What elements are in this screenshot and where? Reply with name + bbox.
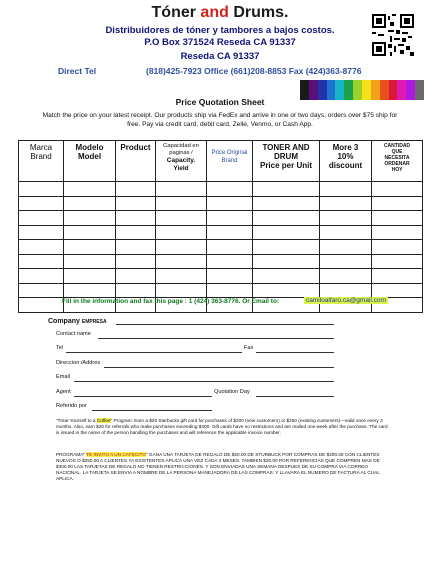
table-row xyxy=(19,283,423,298)
table-cell[interactable] xyxy=(372,211,423,226)
table-cell[interactable] xyxy=(156,254,207,269)
col-price-original-header: Price Original Brand xyxy=(207,141,253,182)
table-cell[interactable] xyxy=(156,182,207,197)
table-cell[interactable] xyxy=(116,283,156,298)
fill-in-instructions: Fill in the information and fax this page : 1 (424) 363-8776. Or Email to: xyxy=(62,298,280,305)
table-row xyxy=(19,240,423,255)
page-title: Price Quotation Sheet xyxy=(175,97,265,107)
table-row xyxy=(19,269,423,284)
table-cell[interactable] xyxy=(19,283,64,298)
table-cell[interactable] xyxy=(372,196,423,211)
city-line: Reseda CA 91337 xyxy=(180,51,260,62)
table-cell[interactable] xyxy=(320,196,372,211)
table-cell[interactable] xyxy=(372,254,423,269)
company-name: Tóner and Drums. xyxy=(151,4,289,21)
referred-by-field[interactable] xyxy=(92,410,212,411)
quotation-table xyxy=(18,140,423,313)
table-cell[interactable] xyxy=(19,298,64,313)
col-model-header: Modelo Model xyxy=(64,141,116,182)
table-header-row xyxy=(19,141,423,182)
col-toner-drum-header: TONER AND DRUM Price per Unit xyxy=(253,141,320,182)
table-cell[interactable] xyxy=(320,211,372,226)
table-cell[interactable] xyxy=(207,225,253,240)
table-cell[interactable] xyxy=(207,269,253,284)
company-field[interactable] xyxy=(116,324,334,325)
table-cell[interactable] xyxy=(320,240,372,255)
table-cell[interactable] xyxy=(64,254,116,269)
email-label: Email xyxy=(56,374,70,380)
table-cell[interactable] xyxy=(320,254,372,269)
table-row xyxy=(19,196,423,211)
table-cell[interactable] xyxy=(116,182,156,197)
table-cell[interactable] xyxy=(116,196,156,211)
address: P.O Box 371524 Reseda CA 91337 xyxy=(144,37,296,48)
contact-email-link[interactable]: camiloalfaro.ca@gmail.com xyxy=(306,297,386,304)
table-cell[interactable] xyxy=(207,240,253,255)
table-cell[interactable] xyxy=(116,211,156,226)
table-row xyxy=(19,225,423,240)
col-capacity-header: Capacidad en paginas / Capacity. Yield xyxy=(156,141,207,182)
fax-field[interactable] xyxy=(256,352,334,353)
table-cell[interactable] xyxy=(156,240,207,255)
contact-name-field[interactable] xyxy=(98,338,334,339)
table-cell[interactable] xyxy=(156,269,207,284)
table-cell[interactable] xyxy=(19,240,64,255)
table-cell[interactable] xyxy=(19,254,64,269)
table-cell[interactable] xyxy=(320,182,372,197)
tagline: Distribuidores de tóner y tambores a bajos costos. xyxy=(105,25,335,36)
table-cell[interactable] xyxy=(253,240,320,255)
table-cell[interactable] xyxy=(253,269,320,284)
table-cell[interactable] xyxy=(116,225,156,240)
table-cell[interactable] xyxy=(64,211,116,226)
table-row xyxy=(19,254,423,269)
table-cell[interactable] xyxy=(116,240,156,255)
table-cell[interactable] xyxy=(64,269,116,284)
agent-field[interactable] xyxy=(74,396,212,397)
table-cell[interactable] xyxy=(116,254,156,269)
table-row xyxy=(19,182,423,197)
table-cell[interactable] xyxy=(320,283,372,298)
table-cell[interactable] xyxy=(156,211,207,226)
table-cell[interactable] xyxy=(372,283,423,298)
table-cell[interactable] xyxy=(320,269,372,284)
table-cell[interactable] xyxy=(207,254,253,269)
table-cell[interactable] xyxy=(19,211,64,226)
table-cell[interactable] xyxy=(19,182,64,197)
phone-numbers: (818)425-7923 Office (661)208-8853 Fax (424)363-8776 xyxy=(146,66,362,76)
intro-text: Match the price on your latest receipt. Our products ship via FedEx and arrive in one or two days; orders over $75 ship for free. Pay via credit card, debit card, Zelle, Venmo, or Cash App. xyxy=(42,112,398,128)
contact-name-label: Contact name xyxy=(56,331,91,337)
col-quantity-header: CANTIDAD QUE NECESITA ORDENAR HOY xyxy=(372,141,423,182)
table-cell[interactable] xyxy=(253,283,320,298)
table-cell[interactable] xyxy=(207,182,253,197)
table-cell[interactable] xyxy=(207,283,253,298)
table-cell[interactable] xyxy=(156,283,207,298)
table-cell[interactable] xyxy=(64,283,116,298)
table-cell[interactable] xyxy=(156,196,207,211)
coffee-program-en: "Treat Yourself to a Coffee" Program: Earn a $20 Starbucks gift card for purchases of $200 (new customers) or $250 (existing customers)—valid once every 3 months. Also, earn $20 for referrals who make purchases exceeding $300. Gift cards have no restrictions and are mailed one week after the purchase. The card is issued in the name of the person handling the purchases and will reference the applicable invoice number. xyxy=(56,418,388,435)
table-cell[interactable] xyxy=(64,240,116,255)
quotation-day-field[interactable] xyxy=(256,396,334,397)
table-cell[interactable] xyxy=(19,196,64,211)
col-brand-header: Marca Brand xyxy=(19,141,64,182)
tel-field[interactable] xyxy=(66,352,242,353)
table-cell[interactable] xyxy=(207,196,253,211)
company-label: Company EMPRESA xyxy=(48,318,107,325)
referred-by-label: Referido por xyxy=(56,403,87,409)
agent-label: Agent xyxy=(56,389,71,395)
quotation-day-label: Quotation Day xyxy=(214,389,250,395)
table-cell[interactable] xyxy=(372,225,423,240)
table-cell[interactable] xyxy=(253,196,320,211)
direct-tel-label: Direct Tel xyxy=(58,66,97,76)
table-cell[interactable] xyxy=(372,240,423,255)
table-cell[interactable] xyxy=(372,182,423,197)
table-cell[interactable] xyxy=(116,269,156,284)
fax-label: Fax xyxy=(244,345,254,351)
col-discount-header: More 3 10% discount xyxy=(320,141,372,182)
qr-code-icon xyxy=(372,14,414,56)
table-cell[interactable] xyxy=(156,225,207,240)
address-field[interactable] xyxy=(104,367,334,368)
table-cell[interactable] xyxy=(19,225,64,240)
address-label: Direccion /Addres xyxy=(56,360,101,366)
table-cell[interactable] xyxy=(253,211,320,226)
col-product-header: Product xyxy=(116,141,156,182)
table-cell[interactable] xyxy=(320,225,372,240)
table-cell[interactable] xyxy=(19,269,64,284)
table-cell[interactable] xyxy=(253,254,320,269)
email-field[interactable] xyxy=(74,381,334,382)
table-cell[interactable] xyxy=(207,211,253,226)
table-row xyxy=(19,211,423,226)
table-cell[interactable] xyxy=(64,182,116,197)
table-cell[interactable] xyxy=(64,196,116,211)
table-cell[interactable] xyxy=(64,225,116,240)
table-cell[interactable] xyxy=(253,225,320,240)
coffee-program-es: PROGRAMA" TE INVITO A UN CAFECITO" GANA UNA TARJETA DE REGALO DE $20.00 DE STURBUCK POR COMPRAS DE $200.00 CON CLIENTES NUEVOS O $250.00 A CLIENTES YA EXISTENTES APLICA UNA VEZ CADA 3 MESES. TAMBIEN $20.00 POR REFERENCIAS QUE COMPREN MAS DE $300.00 LAS TARJETAS DE REGALO NO TIENEN RESTRICCIONES. Y SON ENVIADAS UNA SEMANA DESPUES DE SU COMPRA VIA CORREO NACIONAL. LA TARJETA SE ENVIA A NOMBRE DE LA PERSONA MANEJADORA DE LAS COMPRAS. Y LLAVARA EL NUMERO DE FACTURA AL CUAL APLICA. xyxy=(56,452,380,481)
table-cell[interactable] xyxy=(372,269,423,284)
table-cell[interactable] xyxy=(253,182,320,197)
tel-label: Tel xyxy=(56,345,64,351)
